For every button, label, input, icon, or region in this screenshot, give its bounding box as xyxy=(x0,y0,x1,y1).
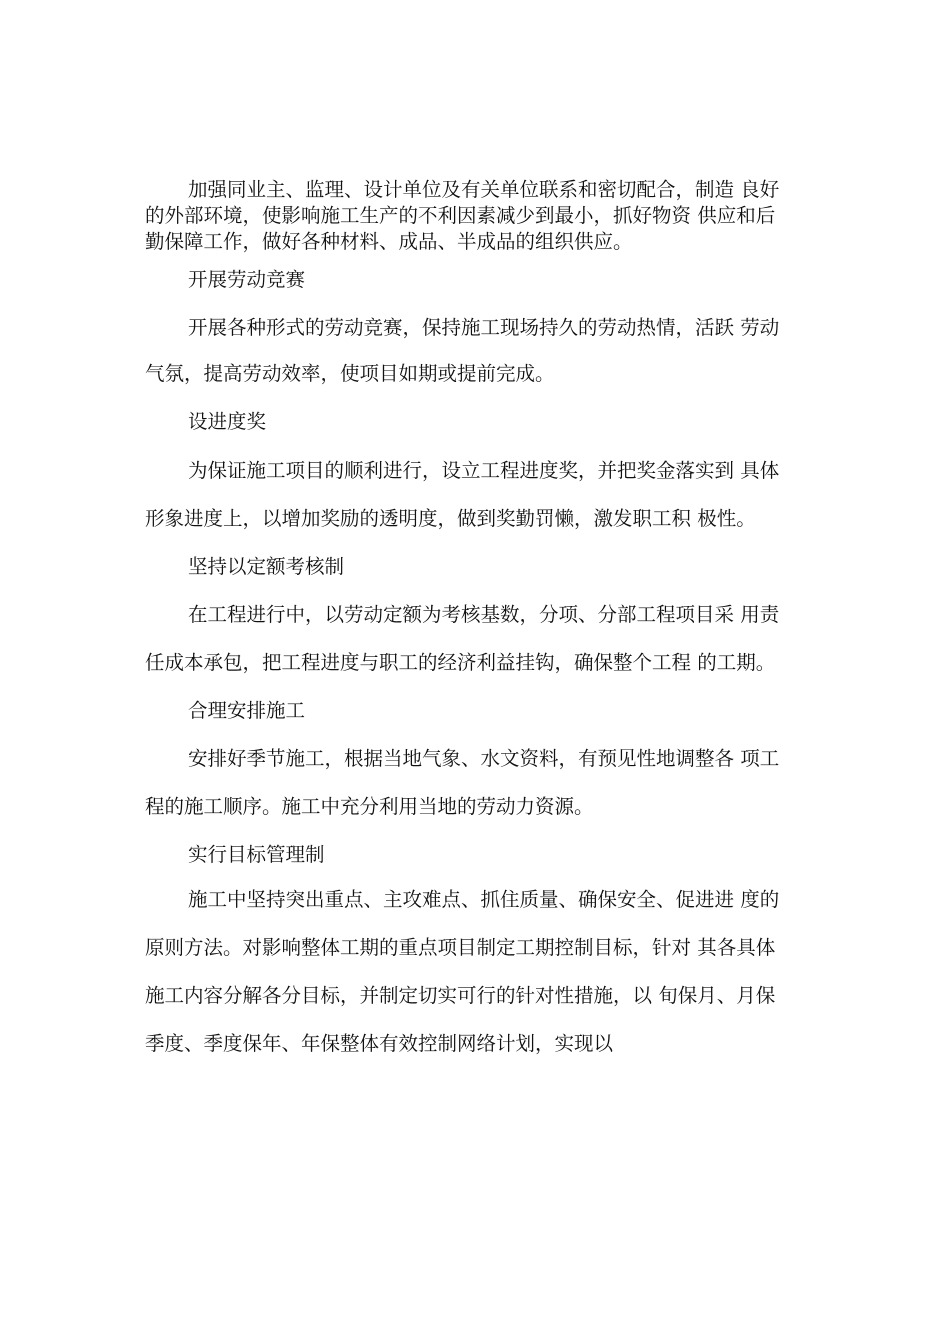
paragraph-line: 程的施工顺序。施工中充分利用当地的劳动力资源。 xyxy=(145,795,594,818)
paragraph-line: 形象进度上，以增加奖励的透明度，做到奖勤罚懒，激发职工积 极性。 xyxy=(145,507,756,530)
section-heading: 实行目标管理制 xyxy=(188,843,325,866)
paragraph-line: 开展各种形式的劳动竞赛，保持施工现场持久的劳动热情，活跃 劳动 xyxy=(188,316,780,339)
paragraph-line: 勤保障工作，做好各种材料、成品、半成品的组织供应。 xyxy=(145,230,633,253)
section-heading: 合理安排施工 xyxy=(188,699,306,722)
paragraph-line: 施工内容分解各分目标，并制定切实可行的针对性措施，以 旬保月、月保 xyxy=(145,984,776,1007)
section-heading: 开展劳动竞赛 xyxy=(188,268,306,291)
paragraph-line: 季度、季度保年、年保整体有效控制网络计划，实现以 xyxy=(145,1032,614,1055)
paragraph-line: 原则方法。对影响整体工期的重点项目制定工期控制目标，针对 其各具体 xyxy=(145,936,776,959)
paragraph-line: 在工程进行中，以劳动定额为考核基数，分项、分部工程项目采 用责 xyxy=(188,603,780,626)
paragraph-line: 为保证施工项目的顺利进行，设立工程进度奖，并把奖金落实到 具体 xyxy=(188,459,780,482)
section-heading: 设进度奖 xyxy=(188,410,267,433)
paragraph-line: 施工中坚持突出重点、主攻难点、抓住质量、确保安全、促进进 度的 xyxy=(188,888,780,911)
paragraph-line: 任成本承包，把工程进度与职工的经济利益挂钩，确保整个工程 的工期。 xyxy=(145,651,776,674)
paragraph-line: 的外部环境，使影响施工生产的不利因素减少到最小，抓好物资 供应和后 xyxy=(145,204,776,227)
paragraph-line: 气氛，提高劳动效率，使项目如期或提前完成。 xyxy=(145,362,555,385)
paragraph-line: 安排好季节施工，根据当地气象、水文资料，有预见性地调整各 项工 xyxy=(188,747,780,770)
paragraph-line: 加强同业主、监理、设计单位及有关单位联系和密切配合，制造 良好 xyxy=(188,178,780,201)
section-heading: 坚持以定额考核制 xyxy=(188,555,345,578)
